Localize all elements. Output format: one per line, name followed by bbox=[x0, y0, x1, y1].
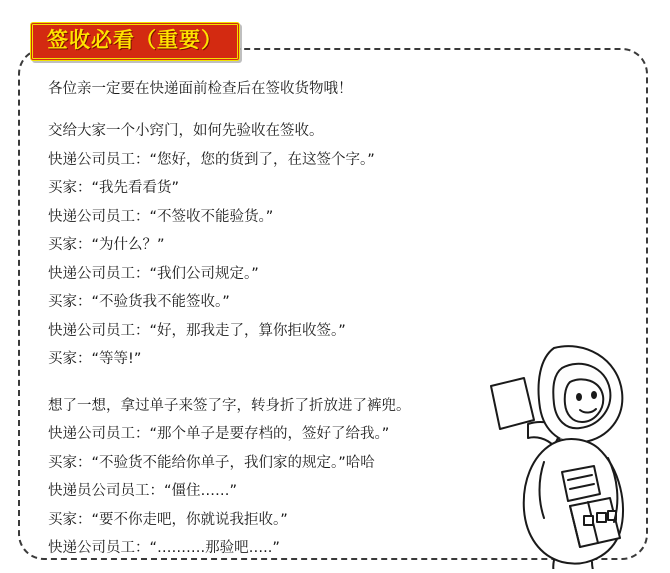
dialog-line: 买家：“不验货不能给你单子，我们家的规定。”哈哈 bbox=[48, 454, 375, 471]
dialog-line: 快递公司员工：“不签收不能验货。” bbox=[48, 208, 274, 225]
dialog-line: 快递公司员工：“好，那我走了，算你拒收签。” bbox=[48, 322, 346, 339]
courier-astronaut-illustration bbox=[458, 334, 648, 569]
dialog-line: 想了一想，拿过单子来签了字，转身折了折放进了裤兜。 bbox=[48, 397, 411, 414]
dialog-line: 快递公司员工：“那个单子是要存档的，签好了给我。” bbox=[48, 426, 390, 443]
dialog-line: 买家：“不验货我不能签收。” bbox=[48, 294, 230, 311]
dialog-line: 交给大家一个小窍门，如何先验收在签收。 bbox=[48, 123, 324, 140]
spacer bbox=[48, 106, 518, 120]
dialog-line: 快递员公司员工：“僵住……” bbox=[48, 483, 238, 500]
dialog-line: 快递公司员工：“我们公司规定。” bbox=[48, 265, 259, 282]
banner-title bbox=[30, 22, 240, 61]
dialog-line: 买家：“等等!” bbox=[48, 351, 142, 368]
intro-line: 各位亲一定要在快递面前检查后在签收货物哦！ bbox=[48, 81, 353, 97]
dialog-line: 买家：“为什么？” bbox=[48, 237, 165, 254]
dialog-line: 快递公司员工：“……….那验吧…..” bbox=[48, 540, 280, 557]
spacer bbox=[48, 377, 518, 395]
banner-title-text: 签收必看（重要） bbox=[47, 28, 223, 52]
dialog-line: 快递公司员工：“您好，您的货到了，在这签个字。” bbox=[48, 151, 375, 168]
dialog-line: 买家：“要不你走吧，你就说我拒收。” bbox=[48, 511, 288, 528]
document-body bbox=[48, 78, 518, 566]
dialog-line: 买家：“我先看看货” bbox=[48, 180, 180, 197]
